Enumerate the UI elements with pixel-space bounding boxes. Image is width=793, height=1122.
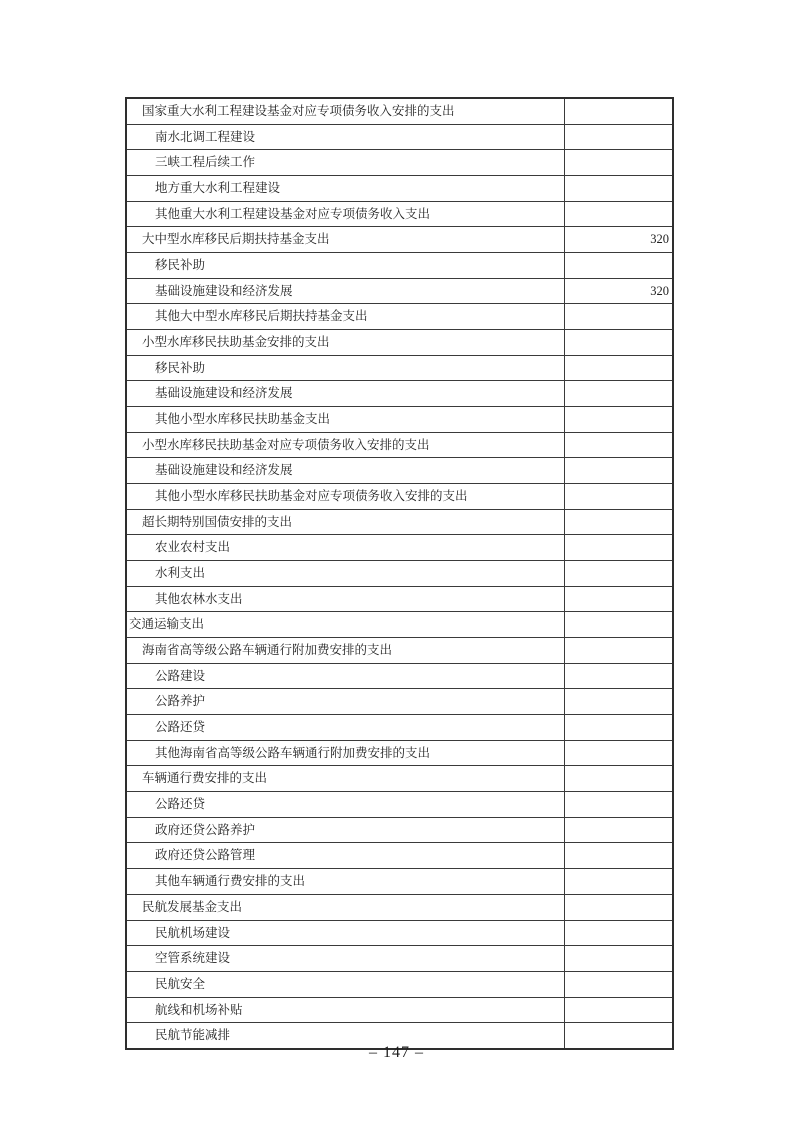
row-label: 大中型水库移民后期扶持基金支出: [126, 227, 564, 253]
row-label: 其他重大水利工程建设基金对应专项债务收入支出: [126, 201, 564, 227]
table-row: [126, 946, 673, 972]
row-value: [564, 612, 673, 638]
table-row: [126, 638, 673, 664]
row-value: [564, 766, 673, 792]
row-label: 南水北调工程建设: [126, 124, 564, 150]
row-value: [564, 509, 673, 535]
row-value: [564, 381, 673, 407]
row-value: [564, 150, 673, 176]
table-row: [126, 278, 673, 304]
table-row: [126, 894, 673, 920]
row-value: [564, 946, 673, 972]
table-row: [126, 227, 673, 253]
row-value: [564, 869, 673, 895]
table-row: [126, 432, 673, 458]
row-value: [564, 330, 673, 356]
table-row: [126, 920, 673, 946]
row-label: 其他车辆通行费安排的支出: [126, 869, 564, 895]
row-value: [564, 792, 673, 818]
table-row: [126, 176, 673, 202]
table-row: [126, 124, 673, 150]
budget-table: [125, 97, 674, 1050]
row-value: [564, 98, 673, 124]
table-row: [126, 715, 673, 741]
table-row: [126, 971, 673, 997]
row-label: 公路建设: [126, 663, 564, 689]
row-label: 民航安全: [126, 971, 564, 997]
row-label: 其他农林水支出: [126, 586, 564, 612]
table-row: [126, 689, 673, 715]
row-label: 基础设施建设和经济发展: [126, 458, 564, 484]
row-label: 海南省高等级公路车辆通行附加费安排的支出: [126, 638, 564, 664]
budget-table-body: [126, 98, 673, 1049]
table-row: [126, 817, 673, 843]
row-value: [564, 586, 673, 612]
row-label: 三峡工程后续工作: [126, 150, 564, 176]
row-value: [564, 817, 673, 843]
table-row: [126, 997, 673, 1023]
row-value: [564, 355, 673, 381]
row-label: 交通运输支出: [126, 612, 564, 638]
row-value: [564, 715, 673, 741]
row-label: 空管系统建设: [126, 946, 564, 972]
row-label: 移民补助: [126, 253, 564, 279]
row-value: [564, 201, 673, 227]
table-row: [126, 150, 673, 176]
row-value: [564, 561, 673, 587]
table-row: [126, 586, 673, 612]
table-row: [126, 535, 673, 561]
row-value: 320: [564, 278, 673, 304]
row-label: 国家重大水利工程建设基金对应专项债务收入安排的支出: [126, 98, 564, 124]
row-label: 其他海南省高等级公路车辆通行附加费安排的支出: [126, 740, 564, 766]
row-label: 民航机场建设: [126, 920, 564, 946]
row-label: 农业农村支出: [126, 535, 564, 561]
row-label: 地方重大水利工程建设: [126, 176, 564, 202]
table-row: [126, 458, 673, 484]
row-label: 公路还贷: [126, 715, 564, 741]
row-value: [564, 997, 673, 1023]
row-value: [564, 894, 673, 920]
row-label: 民航节能减排: [126, 1023, 564, 1049]
row-label: 公路还贷: [126, 792, 564, 818]
row-label: 其他小型水库移民扶助基金支出: [126, 407, 564, 433]
row-label: 其他小型水库移民扶助基金对应专项债务收入安排的支出: [126, 484, 564, 510]
table-row: [126, 663, 673, 689]
row-value: [564, 484, 673, 510]
row-value: [564, 176, 673, 202]
table-row: [126, 98, 673, 124]
row-value: [564, 253, 673, 279]
row-label: 超长期特别国债安排的支出: [126, 509, 564, 535]
table-row: [126, 201, 673, 227]
row-value: [564, 971, 673, 997]
row-label: 公路养护: [126, 689, 564, 715]
row-label: 民航发展基金支出: [126, 894, 564, 920]
table-row: [126, 561, 673, 587]
row-value: [564, 458, 673, 484]
row-value: [564, 124, 673, 150]
table-row: [126, 304, 673, 330]
table-row: [126, 407, 673, 433]
row-label: 小型水库移民扶助基金对应专项债务收入安排的支出: [126, 432, 564, 458]
table-row: [126, 355, 673, 381]
row-value: [564, 689, 673, 715]
row-label: 基础设施建设和经济发展: [126, 278, 564, 304]
row-label: 政府还贷公路养护: [126, 817, 564, 843]
table-row: [126, 381, 673, 407]
row-label: 车辆通行费安排的支出: [126, 766, 564, 792]
row-label: 水利支出: [126, 561, 564, 587]
row-value: [564, 432, 673, 458]
row-value: [564, 535, 673, 561]
row-label: 其他大中型水库移民后期扶持基金支出: [126, 304, 564, 330]
table-row: [126, 330, 673, 356]
table-row: [126, 484, 673, 510]
row-value: [564, 843, 673, 869]
row-value: [564, 920, 673, 946]
row-value: [564, 304, 673, 330]
table-row: [126, 843, 673, 869]
row-label: 政府还贷公路管理: [126, 843, 564, 869]
table-row: [126, 509, 673, 535]
table-row: [126, 766, 673, 792]
row-value: [564, 663, 673, 689]
row-value: 320: [564, 227, 673, 253]
page-number: – 147 –: [369, 1044, 424, 1061]
row-label: 移民补助: [126, 355, 564, 381]
row-label: 基础设施建设和经济发展: [126, 381, 564, 407]
row-value: [564, 740, 673, 766]
table-row: [126, 253, 673, 279]
row-value: [564, 638, 673, 664]
table-row: [126, 792, 673, 818]
table-row: [126, 612, 673, 638]
table-row: [126, 869, 673, 895]
row-label: 航线和机场补贴: [126, 997, 564, 1023]
row-label: 小型水库移民扶助基金安排的支出: [126, 330, 564, 356]
row-value: [564, 407, 673, 433]
table-row: [126, 740, 673, 766]
